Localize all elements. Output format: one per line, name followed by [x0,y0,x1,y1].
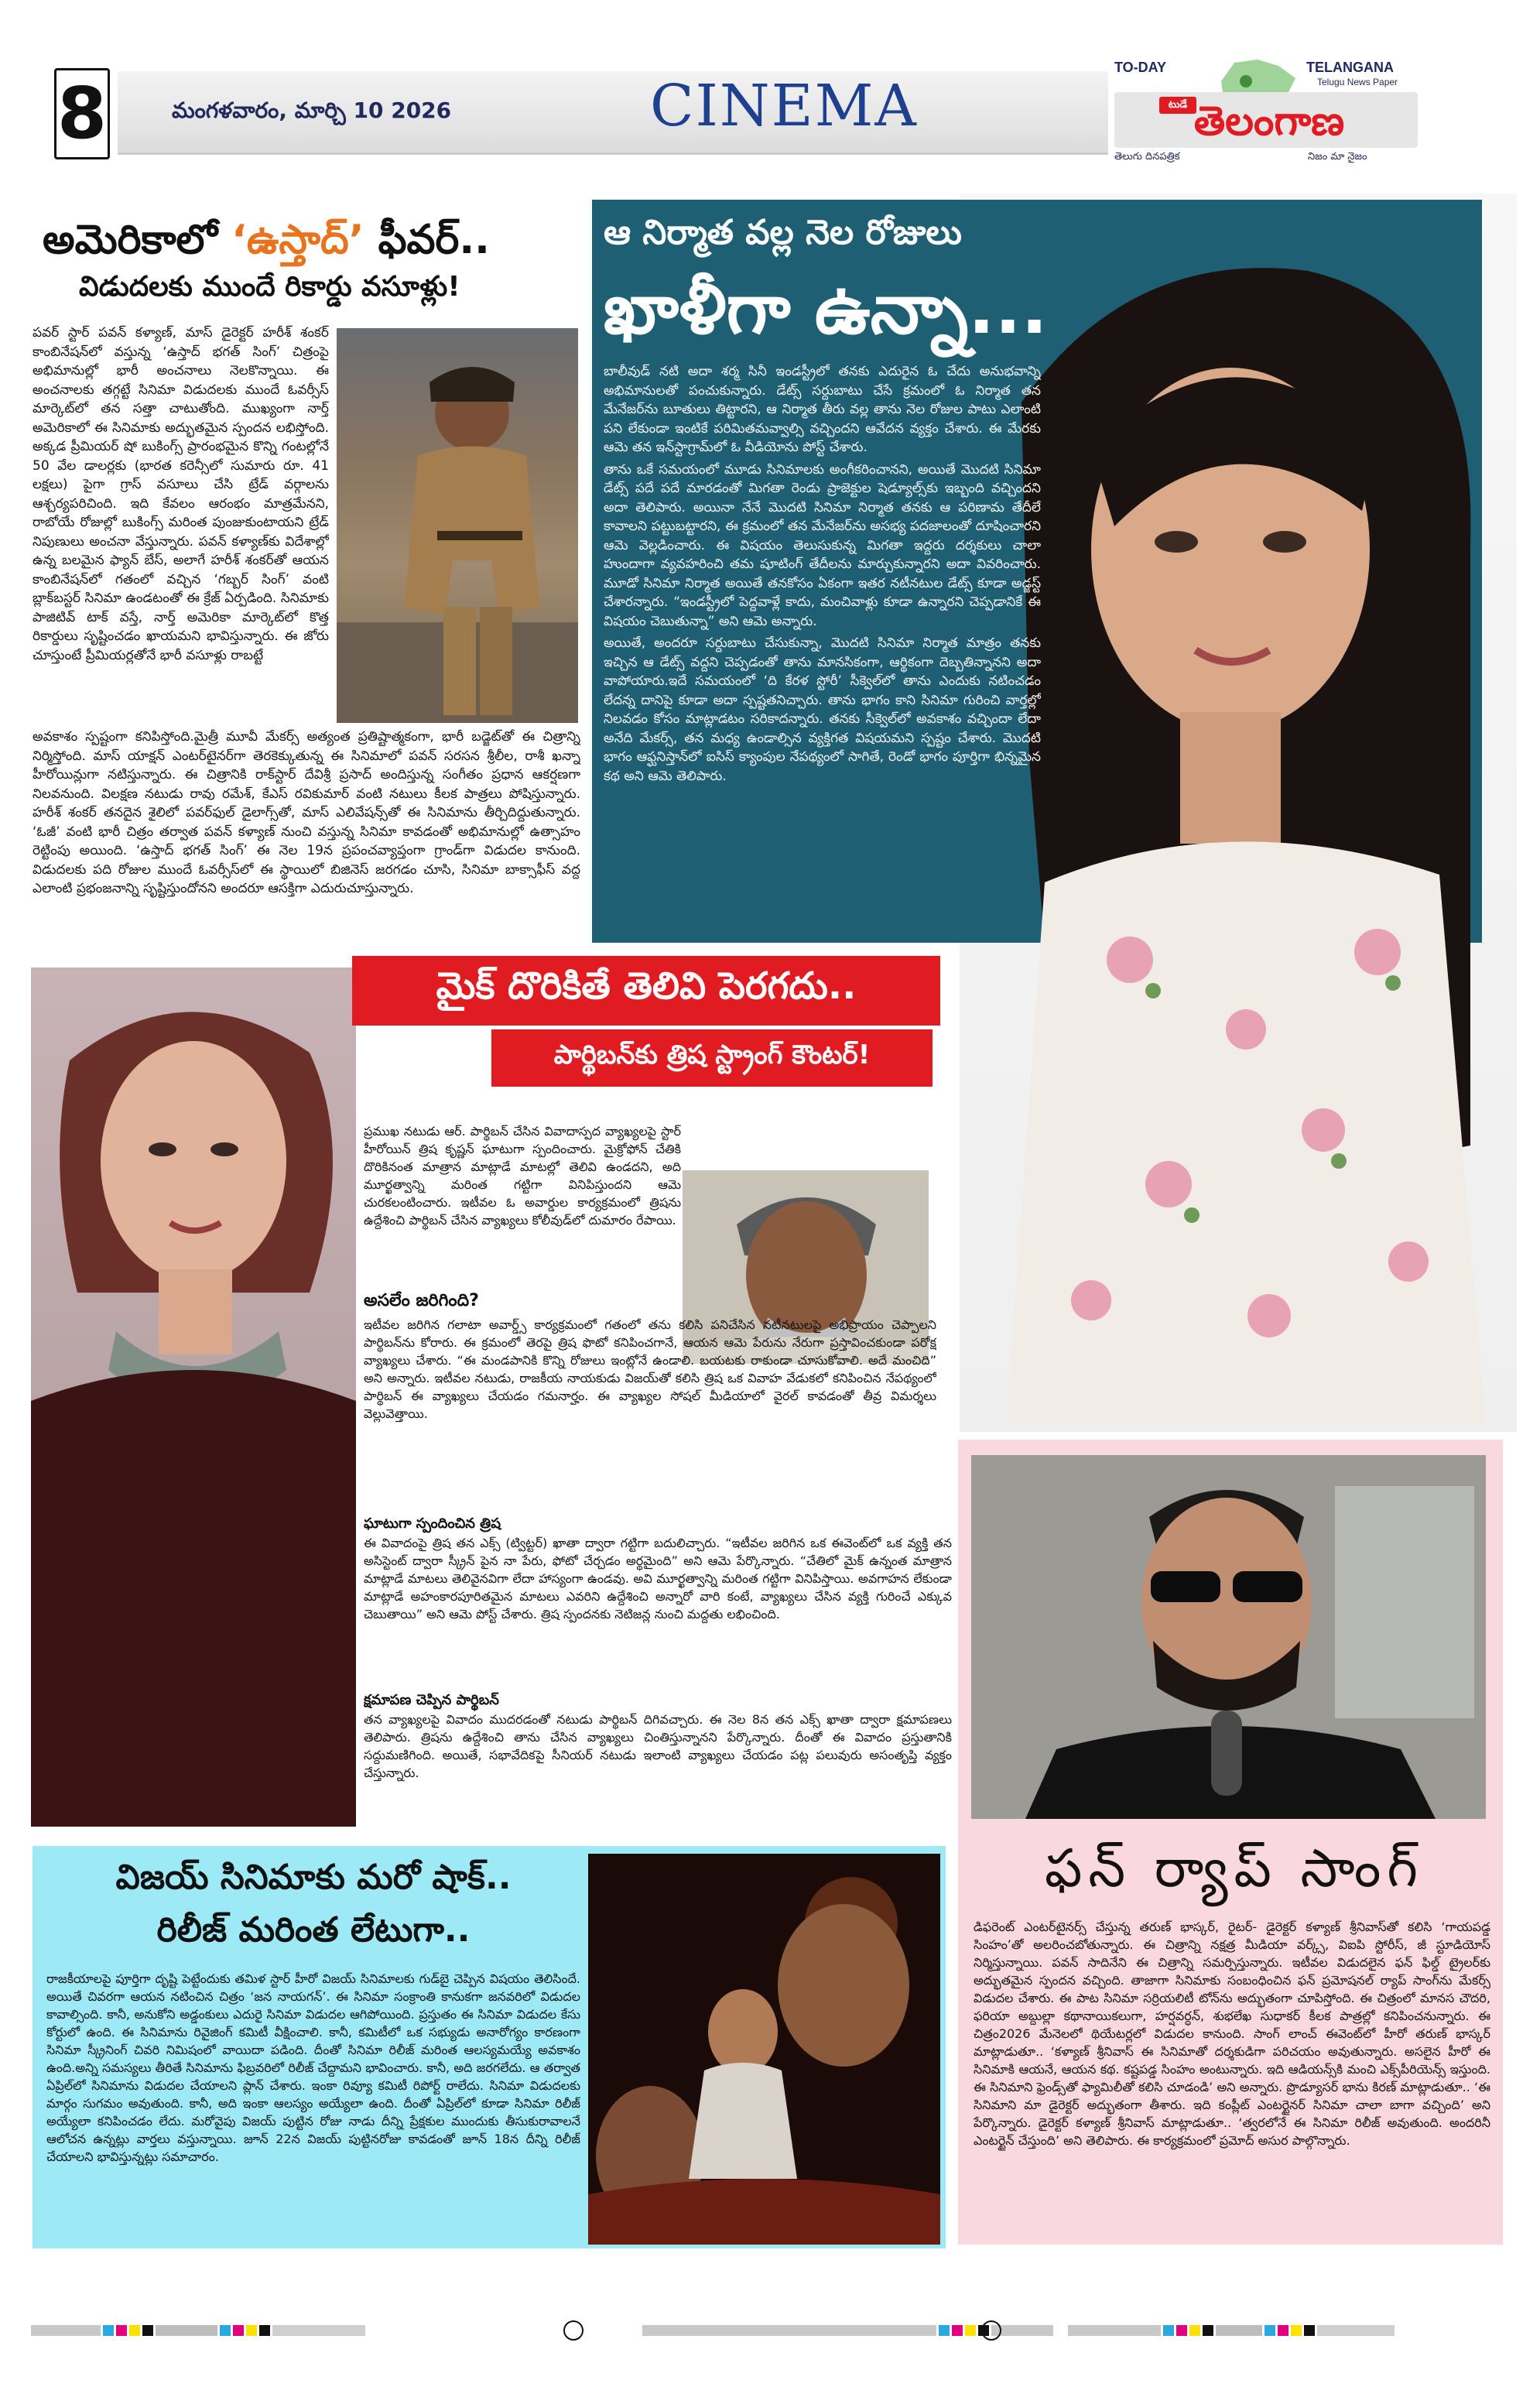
trisha-para-4: తన వ్యాఖ్యలపై వివాదం ముదరడంతో నటుడు పార్థిబన్ దిగివచ్చారు. ఈ నెల 8న తన ఎక్స్ ఖాతా ద్వారా క్షమాపణలు తెలిపారు. త్రిషను ఉద్దేశించి తాను చేసిన వ్యాఖ్యలు చింతిస్తున్నానని పేర్కొన్నారు. దీంతో ఈ వివాదం ప్రస్తుతానికి సద్దుమణిగింది. అయితే, సభావేదికపై సీనియర్ నటుడు ఇలాంటి వ్యాఖ్యలు చేయడం పట్ల పలువురు అసంతృప్తి వ్యక్తం చేస్తున్నారు. [364,1712,952,1780]
trisha-banner-bottom [491,1029,933,1087]
registration-bar-right [1068,2325,1501,2336]
registration-bar-center [642,2325,1076,2336]
trisha-para-3: ఈ వివాదంపై త్రిష తన ఎక్స్ (ట్విట్టర్) ఖాతా ద్వారా గట్టిగా బదులిచ్చారు. “ఇటీవల జరిగిన ఒక ఈవెంట్‌లో ఒక వ్యక్తి తన అసిస్టెంట్ ద్వారా స్క్రీన్ పైన నా పేరు, ఫోటో చేర్చడం అర్థమైంది” అని ఆమె పేర్కొన్నారు. “చేతిలో మైక్ ఉన్నంత మాత్రాన మాట్లాడే మాటలు తెలివైనవిగా లేదా హాస్యంగా ఉండవు. అవి మూర్ఖత్వాన్ని మరింత గట్టిగా వినిపిస్తాయి. అవగాహన లేకుండా మాట్లాడే అహంకారపూరితమైన మాటలు ఎవరిని ఉద్దేశించి అన్నారో వారి కంటే, వ్యాఖ్యలు చేసిన వ్యక్తి గురించే ఎక్కువ చెబుతాయి” అని ఆమె పోస్ట్ చేశారు. త్రిష స్పందనకు నెటిజన్ల నుంచి మద్దతు లభించింది. [364,1536,952,1622]
trisha-portrait [31,967,356,1827]
jana-nayagan-poster [588,1854,940,2245]
logo-top-right: TELANGANA [1306,60,1394,75]
adah-title: ఖాళీగా ఉన్నా... [604,269,1048,350]
trisha-subhead-3: క్షమాపణ చెప్పిన పార్థిబన్ [364,1692,499,1708]
adah-kicker: ఆ నిర్మాత వల్ల నెల రోజులు [604,213,962,252]
registration-mark-left [563,2320,583,2341]
adah-para-1: బాలీవుడ్ నటి అదా శర్మ సినీ ఇండస్ట్రీలో తనకు ఎదురైన ఓ చేదు అనుభవాన్ని అభిమానులతో పంచుకున్నారు. డేట్స్ సర్దుబాటు చేసే క్రమంలో ఓ నిర్మాత తన మేనేజర్‌ను బూతులు తిట్టారని, ఆ నిర్మాత తీరు వల్ల తాను నెల రోజుల పాటు ఎలాంటి పని లేకుండా ఇంటికే పరిమితమవ్వాల్సి వచ్చిందని ఆవేదన వ్యక్తం చేశారు. ఈ మేరకు ఆమె తన ఇన్‌స్టాగ్రామ్‌లో ఓ వీడియోను పోస్ట్ చేశారు. [604,364,1041,455]
trisha-title-1: మైక్ దొరికితే తెలివి పెరగదు.. [436,964,857,1008]
rap-photo [971,1455,1486,1819]
logo-badge: టుడే [1159,97,1196,114]
ustaad-continuation: అవకాశం స్పష్టంగా కనిపిస్తోంది.మైత్రీ మూవీ మేకర్స్ అత్యంత ప్రతిష్టాత్మకంగా, భారీ బడ్జెట్‌తో ఈ చిత్రాన్ని నిర్మిస్తోంది. మాస్ యాక్షన్ ఎంటర్‌టైనర్‌గా తెరకెక్కుతున్న ఈ సినిమాలో పవన్ సరసన శ్రీలీల, రాశీ ఖన్నా హీరోయిన్లుగా నటిస్తున్నారు. ఈ చిత్రానికి రాక్‌స్టార్ దేవిశ్రీ ప్రసాద్ అందిస్తున్న సంగీతం ప్రధాన ఆకర్షణగా నిలవనుంది. విలక్షణ నటుడు రావు రమేశ్, కేఎస్ రవికుమార్ వంటి నటులు కీలక పాత్రలు పోషిస్తున్నారు. హరీశ్ శంకర్ తనదైన శైలిలో పవర్‌ఫుల్ డైలాగ్స్‌తో, మాస్ ఎలివేషన్స్‌తో ఈ సినిమాను తీర్చిదిద్దుతున్నారు. ‘ఓజీ’ వంటి భారీ చిత్రం తర్వాత పవన్ కళ్యాణ్ నుంచి వస్తున్న సినిమా కావడంతో అభిమానుల్లో ఉత్సాహం రెట్టింపు అయింది. ‘ఉస్తాద్ భగత్ సింగ్’ ఈ నెల 19న ప్రపంచవ్యాప్తంగా గ్రాండ్‌గా విడుదల కానుంది. విడుదలకు పది రోజుల ముందే ఓవర్సీస్‌లో ఈ స్థాయిలో బిజినెస్ జరగడం చూసి, సినిమా బాక్సాఫీస్ వద్ద ఎలాంటి ప్రభంజనాన్ని సృష్టిస్తుందోనని అందరూ ఆసక్తిగా ఎదురుచూస్తున్నారు. [33,729,580,896]
registration-mark-right [981,2320,1001,2341]
registration-bar-left [31,2325,472,2336]
logo-top-left: TO-DAY [1114,60,1167,75]
trisha-photo [31,967,356,1827]
ustaad-headline-b: ‘ఉస్తాద్’ [231,217,364,263]
adah-para-2: తాను ఒకే సమయంలో మూడు సినిమాలకు అంగీకరించానని, అయితే మొదటి సినిమా డేట్స్ పదే పదే మారడంతో మిగతా రెండు ప్రాజెక్టుల షెడ్యూల్స్‌కు ఇబ్బంది వచ్చిందని అదా తెలిపారు. అయినా నేనే మొదటి సినిమా నిర్మాత తనకు ఆ పరిణామ తేదీలే కావాలని పట్టుబట్టారని, ఈ క్రమంలో తన మేనేజర్‌ను అసభ్య పదజాలంతో దూషించారని ఆమె వెల్లడించారు. ఈ విషయం తెలుసుకున్న మిగతా ఇద్దరు దర్శకులు చాలా హుందాగా వ్యవహరించి తమ షూటింగ్ తేదీలను మార్చుకున్నారని అదా వివరించారు. మూడో సినిమా నిర్మాత అయితే తనకోసం ఏకంగా ఇతర నటీనటుల డేట్స్ కూడా అడ్జస్ట్ చేశారన్నారు. “ఇండస్ట్రీలో పెద్దవాళ్లే కాదు, మంచివాళ్లు కూడా ఉన్నారని చెప్పడానికే ఈ విషయం చెబుతున్నా” అని ఆమె అన్నారు. [604,461,1041,629]
adah-body [604,362,1041,935]
trisha-para-2: ఇటీవల జరిగిన గలాటా అవార్డ్స్ కార్యక్రమంలో గతంలో తను కలిసి పనిచేసిన నటీనటులపై అభిప్రాయం చెప్పాలని పార్థిబన్‌ను కోరారు. ఈ క్రమంలో తెరపై త్రిష ఫొటో కనిపించగానే, ఆయన ఆమె పేరును నేరుగా ప్రస్తావించకుండా పరోక్ష వ్యాఖ్యలు చేశారు. “ఈ మండపానికి కొన్ని రోజులు ఇంట్లోనే ఉండాలి. బయటకు రాకుండా చూసుకోవాలి. అదే మంచిది” అని అన్నారు. ఇటీవల నటుడు, రాజకీయ నాయకుడు విజయ్‌తో కలిసి త్రిష ఒక వివాహ వేడుకలో కనిపించిన నేపథ్యంలో పార్థిబన్ ఈ వ్యాఖ్యలు చేయడం గమనార్హం. ఈ వ్యాఖ్యల సోషల్ మీడియాలో వైరల్ కావడంతో తీవ్ర విమర్శలు వెల్లువెత్తాయి. [364,1317,936,1421]
ustaad-headline [43,217,584,263]
ustaad-headline-c: ఫీవర్.. [364,217,490,263]
masthead [0,0,1540,166]
ustaad-article [31,193,580,937]
trisha-banner [352,956,948,1111]
issue-date: మంగళవారం, మార్చి 10 2026 [172,98,452,123]
logo-subtitle: Telugu News Paper [1317,77,1398,87]
page-number-box [54,68,110,159]
ustaad-photo [337,328,578,723]
adah-para-3: అయితే, అందరూ సర్దుబాటు చేసుకున్నా, మొదటి సినిమా నిర్మాత మాత్రం తనకు ఇచ్చిన ఆ డేట్స్ వద్దని చెప్పడంతో తాను మానసికంగా, ఆర్థికంగా దెబ్బతిన్నానని అదా వాపోయారు.ఇదే సమయంలో ‘ది కేరళ స్టోరీ’ సీక్వెల్‌లో తాను ఎందుకు నటించడం లేదన్న దానిపై కూడా అదా స్పష్టతనిచ్చారు. తాను భాగం కాని సినిమా గురించి వార్తల్లో నిలవడం కోసం మాట్లాడటం సరికాదన్నారు. తనకు సీక్వెల్‌లో అవకాశం వచ్చిందా లేదా అనేది మేకర్స్, తన మధ్య ఉండాల్సిన వ్యక్తిగత విషయమని స్పష్టం చేశారు. మొదటి భాగం ఆఫ్ఘనిస్తాన్‌లో ఐసిస్ క్యాంపుల నేపథ్యంలో సాగితే, రెండో భాగం పూర్తిగా భిన్నమైన కథ అని ఆమె తెలిపారు. [604,635,1041,784]
vijay-title-1: విజయ్ సినిమాకు మరో షాక్.. [115,1858,512,1897]
trisha-subhead-2: ఘాటుగా స్పందించిన త్రిష [364,1515,501,1532]
ustaad-headline-a: అమెరికాలో [43,217,232,263]
trisha-subhead-1: అసలేం జరిగింది? [364,1291,479,1310]
section-title: CINEMA [650,73,918,139]
police-officer-silhouette [337,328,578,723]
tarun-bhascker-portrait [971,1455,1486,1819]
trisha-banner-top [352,956,940,1026]
paper-logo [1114,58,1418,166]
actress-portrait [975,217,1517,1424]
logo-word: తెలంగాణ [1193,98,1345,145]
page-number: 8 [56,72,107,155]
ustaad-subtitle: విడుదలకు ముందే రికార్డు వసూళ్లు! [79,271,460,303]
vijay-body: రాజకీయాలపై పూర్తిగా దృష్టి పెట్టేందుకు తమిళ స్టార్ హీరో విజయ్ సినిమాలకు గుడ్‌బై చెప్పిన విషయం తెలిసిందే. అయితే చివరగా ఆయన నటించిన చిత్రం ‘జన నాయగన్’. ఈ సినిమా సంక్రాంతి కానుకగా జనవరిలో విడుదల కావాల్సింది. కానీ, అనుకోని అడ్డంకులు ఎదురై సినిమా విడుదల ఆగిపోయింది. ప్రస్తుతం ఈ సినిమా విడుదల కేసు కోర్టులో ఉంది. ఈ సినిమాను రివైజింగ్ కమిటీ వీక్షించాలి. కానీ, కమిటీలో ఒక సభ్యుడు అనారోగ్యం కారణంగా సినిమా స్క్రీనింగ్ చివరి నిమిషంలో వాయిదా పడింది. దీంతో సినిమా రిలీజ్ మరింత ఆలస్యమయ్యే అవకాశం ఉంది.అన్ని సమస్యలు తీరితే సినిమాను ఫిబ్రవరిలో రిలీజ్ చేద్దామని భావించారు. కానీ, అది జరగలేదు. ఆ తర్వాత ఏప్రిల్‌లో సినిమాను విడుదల చేయాలని ప్లాన్ చేశారు. ఇంకా రివ్యూ కమిటీ రిపోర్ట్ రాలేదు. సినిమా విడుదలకు మార్గం సుగమం అవుతుంది. కానీ, అది ఇంకా ఆలస్యం అయ్యేలా ఉంది. దీంతో ఏప్రిల్‌లో కూడా సినిమా రిలీజ్ అయ్యేలా కనిపించడం లేదు. మరోవైపు విజయ్ పుట్టిన రోజు నాడు దీన్ని ప్రేక్షకుల ముందుకు తీసుకురావాలనే ఆలోచన ఉన్నట్లు వార్తలు వస్తున్నాయి. జూన్ 22న విజయ్ పుట్టినరోజు కావడంతో జూన్ 18న దీన్ని రిలీజ్ చేయాలని భావిస్తున్నట్లు సమాచారం. [46,1971,580,2164]
rap-title: ఫన్ ర్యాప్ సాంగ్ [1044,1838,1424,1899]
ustaad-intro: పవర్ స్టార్ పవన్ కళ్యాణ్, మాస్ డైరెక్టర్ హరీశ్ శంకర్ కాంబినేషన్‌లో వస్తున్న ‘ఉస్తాద్ భగత్ సింగ్’ చిత్రంపై అభిమానుల్లో భారీ అంచనాలు నెలకొన్నాయి. ఈ అంచనాలకు తగ్గట్టే సినిమా విడుదలకు ముందే ఓవర్సీస్ మార్కెట్‌లో తన సత్తా చాటుతోంది. ముఖ్యంగా నార్త్ అమెరికాలో ఈ సినిమాకు అద్భుతమైన స్పందన లభిస్తోంది. అక్కడ ప్రీమియర్ షో బుకింగ్స్ ప్రారంభమైన కొన్ని గంటల్లోనే 50 వేల డాలర్లకు (భారత కరెన్సీలో సుమారు రూ. 41 లక్షలు) పైగా గ్రాస్ వసూలు చేసి ట్రేడ్ వర్గాలను ఆశ్చర్యపరిచింది. ఇది కేవలం ఆరంభం మాత్రమేనని, రాబోయే రోజుల్లో బుకింగ్స్ మరింత పుంజుకుంటాయని ట్రేడ్ నిపుణులు అంచనా వేస్తున్నారు. పవన్ కళ్యాణ్‌కు విదేశాల్లో ఉన్న బలమైన ఫ్యాన్ బేస్, అలాగే హరీశ్ శంకర్‌తో ఆయన కాంబినేషన్‌లో గతంలో వచ్చిన ‘గబ్బర్ సింగ్’ వంటి బ్లాక్‌బస్టర్ సినిమా ఉండటంతో ఈ క్రేజ్ ఏర్పడింది. సినిమాకు పాజిటివ్ టాక్ వస్తే, నార్త్ అమెరికా మార్కెట్‌లో కొత్త రికార్డులు సృష్టించడం ఖాయమని భావిస్తున్నారు. ఈ జోరు చూస్తుంటే ప్రీమియర్లతోనే భారీ వసూళ్లు రాబట్టే [33,325,329,663]
logo-foot-right: నిజం మా నైజం [1308,151,1367,163]
trisha-title-2: పార్థిబన్‌కు త్రిష స్ట్రాంగ్ కౌంటర్! [553,1039,871,1070]
adah-photo [975,217,1517,1424]
vijay-title-2: రిలీజ్ మరింత లేటుగా.. [156,1910,471,1950]
rap-body: డిఫరెంట్ ఎంటర్‌టైనర్స్ చేస్తున్న తరుణ్ భాస్కర్, రైటర్- డైరెక్టర్ కళ్యాణ్ శ్రీనివాస్‌తో కలిసి ‘గాయపడ్డ సింహం’తో అలరించబోతున్నారు. ఈ చిత్రాన్ని నక్షత్ర మీడియా వర్క్స్, విఐపి స్టోరీస్, జీ స్టూడియోస్ నిర్మిస్తున్నాయి. పవన్ సాదినేని ఈ చిత్రాన్ని సమర్పిస్తున్నారు. ఇటీవల విడుదలైన ఫన్ ఫిల్డ్ ట్రైలర్‌కు అద్భుతమైన స్పందన వచ్చింది. తాజాగా సినిమాకు సంబంధించిన ఫన్ ప్రమోషనల్ ర్యాప్ సాంగ్‌ను మేకర్స్ విడుదల చేశారు. ఈ పాట సినిమా సర్రియలిటీ టోన్‌ను అద్భుతంగా చూపిస్తోంది. ఈ చిత్రంలో మానస చౌదరి, ఫరియా అబ్దుల్లా కథానాయికలుగా, హర్షవర్ధన్, శుభలేఖ సుధాకర్ కీలక పాత్రల్లో కనిపించనున్నారు. ఈ చిత్రం2026 మేనెలలో థియేటర్లలో విడుదల కానుంది. సాంగ్ లాంచ్ ఈవెంట్‌లో హీరో తరుణ్ భాస్కర్ మాట్లాడుతూ.. ‘కళ్యాణ్ శ్రీనివాస్ ఈ సినిమాతో దర్శకుడిగా పరిచయం అవుతున్నారు. అసలైన హీరో ఈ సినిమాకి ఆయనే, ఆయన కథ. కష్టపడ్డ సింహం అంటున్నారు. ఇది ఆడియన్స్‌కి మంచి ఎక్స్‌పీరియెన్స్ ఇస్తుంది. ఈ సినిమాని ఫ్రెండ్స్‌తో ఫ్యామిలీతో కలిసి చూడండి’ అని అన్నారు. ప్రొడ్యూసర్ భాను కిరణ్ మాట్లాడుతూ.. ‘ఈ సినిమాని మా డైరెక్టర్ అద్భుతంగా తీశారు. ఇది కంప్లీట్ ఎంటర్టైనర్ సినిమా చాలా బాగా వచ్చింది’ అని పేర్కొన్నారు. డైరెక్టర్ కళ్యాణ్ శ్రీనివాస్ మాట్లాడుతూ.. ‘త్వరలోనే ఈ సినిమా రిలీజ్ అవుతుంది. అందరినీ ఎంటర్టైన్ చేస్తుంది’ అని తెలిపారు. ఈ కార్యక్రమంలో ప్రమోద్ అసుర పాల్గొన్నారు. [974,1920,1490,2148]
logo-foot-left: తెలుగు దినపత్రిక [1114,151,1180,163]
vijay-poster [588,1854,940,2245]
trisha-intro: ప్రముఖ నటుడు ఆర్. పార్థిబన్ చేసిన వివాదాస్పద వ్యాఖ్యలపై స్టార్ హీరోయిన్ త్రిష కృష్ణన్ ఘాటుగా స్పందించారు. మైక్రోఫోన్ చేతికి దొరికినంత మాత్రాన మాట్లాడే మాటల్లో తెలివి ఉండదని, అది మూర్ఖత్వాన్ని మరింత గట్టిగా వినిపిస్తుందని ఆమె చురకలంటించారు. ఇటీవల ఓ అవార్డుల కార్యక్రమంలో త్రిషను ఉద్దేశించి పార్థిబన్ చేసిన వ్యాఖ్యలు కోలీవుడ్‌లో దుమారం రేపాయి. [364,1124,681,1228]
